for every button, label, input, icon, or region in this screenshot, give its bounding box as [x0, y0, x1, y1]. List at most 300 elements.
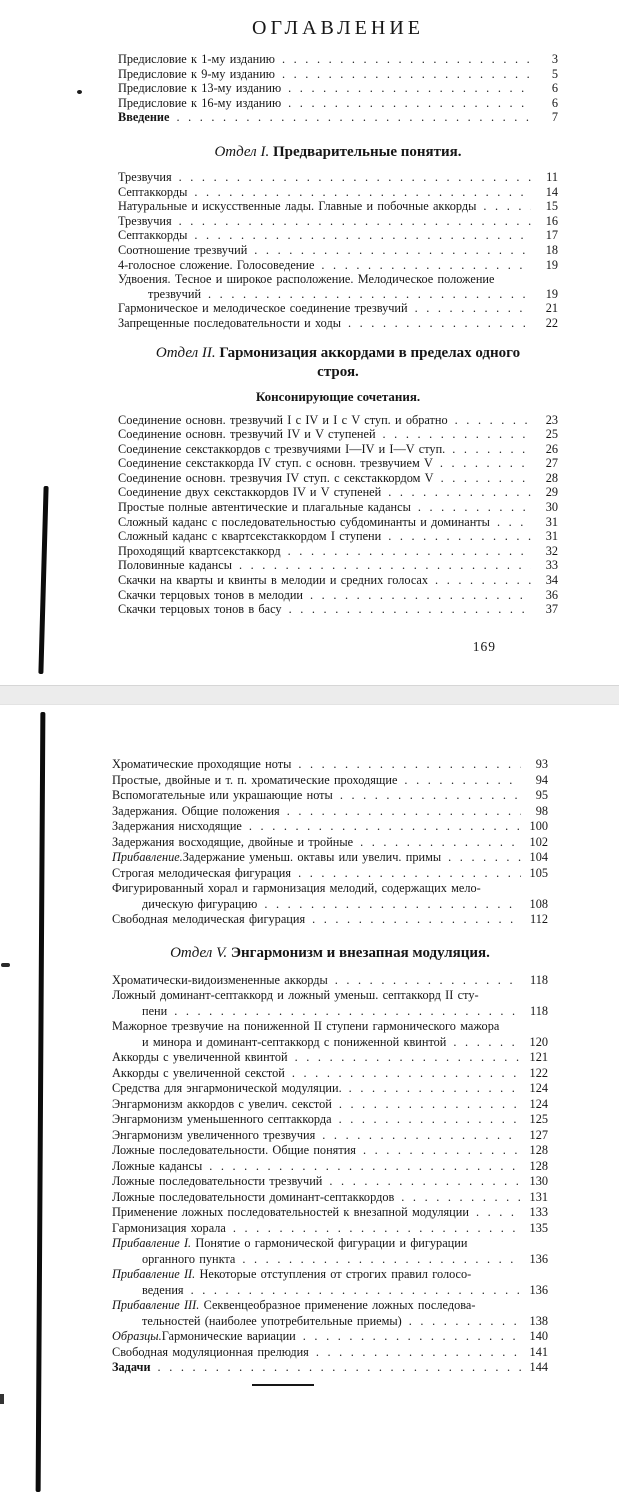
dot-leader	[288, 96, 531, 111]
toc-entry-line	[118, 243, 558, 258]
toc-entry-line	[112, 1205, 548, 1221]
toc-entry-title: Вспомогательные или украшающие ноты	[112, 788, 333, 802]
toc-entry	[112, 773, 548, 789]
toc-page-number: 141	[529, 1344, 548, 1359]
toc-page-number: 27	[545, 456, 558, 471]
toc-page-number: 108	[529, 896, 548, 911]
toc-entry-line	[112, 1143, 548, 1159]
toc-entry	[112, 988, 548, 1019]
toc-page-number: 144	[529, 1360, 548, 1374]
toc-entry-line	[112, 1066, 548, 1082]
toc-entry	[112, 1221, 548, 1237]
toc-entry-line	[112, 1221, 548, 1237]
toc-entry-title: Сложный каданс с квартсекстаккордом I ступени	[118, 529, 382, 544]
toc-entry-italic-label: Прибавление II.	[112, 1267, 200, 1281]
dot-leader	[363, 1143, 521, 1159]
dot-leader	[440, 456, 531, 471]
section-1-number: Отдел I.	[214, 143, 270, 160]
toc-page-number: 100	[529, 819, 548, 833]
toc-entry-line	[112, 1267, 548, 1283]
toc-entry-title: Гармонизация хорала	[112, 1220, 226, 1235]
dot-leader	[295, 1050, 521, 1066]
toc-entry	[118, 427, 558, 442]
toc-entry-line	[112, 788, 548, 804]
toc-entry	[118, 588, 558, 603]
toc-entry-title: Задачи	[112, 1360, 151, 1374]
toc-entry-line	[112, 1329, 548, 1345]
toc-entry-title: Энгармонизм уменьшенного септаккорда	[112, 1112, 332, 1126]
toc-entry-title: Скачки на кварты и квинты в мелодии и средних голосах	[118, 573, 429, 588]
toc-entry-title: Удвоения. Тесное и широкое расположение. Мелодическое положение	[118, 272, 495, 287]
toc-entry-line	[112, 1050, 548, 1066]
toc-entry	[118, 442, 558, 457]
toc-page-number: 122	[529, 1065, 548, 1080]
toc-entry-line	[112, 1345, 548, 1361]
section-2-name: Гармонизация аккордами в пределах одного строя.	[219, 344, 521, 380]
dot-leader	[208, 287, 531, 302]
dot-leader	[455, 413, 531, 428]
toc-entry	[118, 185, 558, 200]
toc-page-number: 33	[545, 558, 558, 573]
toc-entry	[112, 973, 548, 989]
scan-edge-bar-artifact	[38, 486, 48, 674]
toc-entry-title: Септаккорды	[118, 184, 188, 199]
toc-entry-title: Ложные последовательности доминант-септаккордов	[112, 1189, 395, 1204]
dot-leader	[239, 558, 531, 573]
toc-entry-title: Некоторые отступления от строгих правил голосо-	[199, 1267, 472, 1281]
dot-leader	[329, 1174, 521, 1190]
toc-page-number: 130	[529, 1174, 548, 1188]
dot-leader	[298, 866, 521, 882]
toc-entry-line	[118, 110, 558, 125]
toc-entry-title-cont: и минора и доминант-септаккорд с пониженной квинтой	[142, 1034, 447, 1049]
toc-entry-title: Понятие о гармонической фигурации и фигурации	[195, 1236, 468, 1250]
toc-entry-line	[112, 1159, 548, 1175]
toc-entry-title: Предисловие к 1-му изданию	[118, 52, 275, 66]
toc-entry-continuation	[112, 1283, 548, 1299]
toc-entry-line	[112, 1112, 548, 1128]
toc-entry	[112, 819, 548, 835]
section-2-heading	[146, 344, 530, 382]
toc-entry-title: Введение	[118, 110, 170, 125]
toc-page-number: 133	[529, 1205, 548, 1219]
toc-entry-continuation	[112, 1314, 548, 1330]
toc-entry	[112, 835, 548, 851]
toc-page-number: 7	[551, 110, 558, 125]
scan-speck-artifact	[0, 1394, 4, 1404]
toc-entry	[112, 1345, 548, 1361]
toc-page-number: 6	[551, 95, 558, 110]
toc-page-number: 124	[529, 1096, 548, 1111]
dot-leader	[289, 602, 531, 617]
dot-leader	[340, 788, 521, 804]
end-rule	[252, 1384, 314, 1387]
dot-leader	[282, 67, 531, 82]
toc-entry-title-cont: трезвучий	[148, 286, 202, 301]
toc-page-number: 98	[535, 803, 548, 818]
toc-entry-title: Натуральные и искусственные лады. Главные и побочные аккорды	[118, 199, 477, 214]
dot-leader	[176, 110, 531, 125]
toc-entry-title: Соединение основн. трезвучий IV и V ступеней	[118, 427, 376, 442]
toc-entry	[118, 573, 558, 588]
toc-entry	[118, 110, 558, 125]
toc-page-number: 21	[545, 301, 558, 316]
toc-entry-line	[112, 835, 548, 851]
toc-entry	[112, 1066, 548, 1082]
toc-entry-title: Секвенцеобразное применение ложных последова-	[203, 1298, 476, 1312]
toc-entry-title-cont: органного пункта	[142, 1251, 236, 1266]
dot-leader	[174, 1004, 521, 1020]
toc-entry-title: Фигурированный хорал и гармонизация мелодий, содержащих мело-	[112, 881, 481, 895]
toc-entry-title: Свободная мелодическая фигурация	[112, 912, 306, 926]
toc-page-number: 94	[535, 772, 548, 787]
toc-page-number: 104	[529, 850, 548, 864]
toc-page-number: 135	[529, 1220, 548, 1235]
toc-entry-line	[118, 413, 558, 428]
dot-leader	[448, 850, 521, 866]
toc-entry	[118, 529, 558, 544]
toc-entry	[118, 471, 558, 486]
toc-entry	[112, 1019, 548, 1050]
folio-page-number: 169	[472, 638, 496, 654]
dot-leader	[158, 1360, 521, 1376]
toc-entry-italic-label: Образцы.	[112, 1329, 162, 1343]
toc-entry-title: Соединение основн. трезвучий I с IV и I с V ступ. и обратно	[118, 412, 448, 427]
toc-entry-line	[118, 456, 558, 471]
toc-entry-line	[118, 427, 558, 442]
toc-entry-line	[112, 819, 548, 835]
toc-entry-line	[118, 573, 558, 588]
dot-leader	[179, 170, 531, 185]
dot-leader	[388, 529, 531, 544]
toc-page-number: 95	[535, 788, 548, 802]
toc-page-number: 11	[546, 169, 558, 184]
toc-entry-title: Ложные последовательности трезвучий	[112, 1174, 323, 1188]
dot-leader	[233, 1221, 521, 1237]
page-separator	[0, 685, 619, 705]
toc-entry	[112, 1050, 548, 1066]
toc-page-number: 120	[529, 1034, 548, 1049]
dot-leader	[292, 1066, 521, 1082]
toc-entry	[112, 1190, 548, 1206]
toc-entry-title-cont: дическую фигурацию	[142, 896, 258, 911]
toc-entry	[118, 602, 558, 617]
toc-entry-title-cont: тельностей (наиболее употребительные приемы)	[142, 1313, 402, 1328]
dot-leader	[441, 471, 531, 486]
toc-entry-title: Аккорды с увеличенной секстой	[112, 1065, 285, 1080]
toc-entry-title: Септаккорды	[118, 228, 188, 243]
page2-top-list	[112, 757, 548, 928]
toc-entry-title: Соединение секстаккордов с трезвучиями I—IV и I—V ступ.	[118, 441, 446, 456]
section-5-number: Отдел V.	[170, 944, 228, 961]
toc-entry-continuation	[118, 287, 558, 302]
toc-entry-title: Скачки терцовых тонов в мелодии	[118, 587, 304, 602]
toc-entry-line	[112, 1190, 548, 1206]
toc-entry-title: Запрещенные последовательности и ходы	[118, 315, 341, 330]
toc-entry	[112, 1143, 548, 1159]
toc-entry-line	[118, 529, 558, 544]
toc-entry	[118, 515, 558, 530]
toc-entry	[112, 1081, 548, 1097]
toc-entry-title: Скачки терцовых тонов в басу	[118, 602, 282, 617]
toc-entry-continuation	[112, 1252, 548, 1268]
toc-entry-line	[118, 52, 558, 67]
toc-entry-title: Трезвучия	[118, 213, 172, 228]
toc-entry	[118, 558, 558, 573]
toc-entry	[118, 243, 558, 258]
toc-entry-title-cont: пени	[142, 1003, 168, 1018]
toc-page-number: 136	[529, 1251, 548, 1266]
toc-entry-italic-label: Прибавление I.	[112, 1236, 196, 1250]
toc-entry	[118, 199, 558, 214]
toc-page-number: 16	[545, 213, 558, 228]
scan-speck-artifact	[77, 90, 82, 94]
dot-leader	[339, 1097, 521, 1113]
toc-entry	[112, 757, 548, 773]
dot-leader	[194, 228, 531, 243]
toc-page-number: 102	[529, 834, 548, 849]
toc-entry	[118, 52, 558, 67]
dot-leader	[287, 804, 521, 820]
toc-page-number: 15	[545, 199, 558, 214]
section-1-heading	[118, 143, 558, 162]
toc-entry-line	[118, 602, 558, 617]
dot-leader	[179, 214, 531, 229]
toc-entry-title: Половинные кадансы	[118, 558, 232, 573]
toc-page-number: 118	[530, 1003, 548, 1018]
toc-page-number: 30	[545, 500, 558, 515]
toc-entry-line	[118, 471, 558, 486]
dot-leader	[209, 1159, 521, 1175]
toc-entry-line	[118, 228, 558, 243]
dot-leader	[312, 912, 521, 928]
toc-entry	[112, 788, 548, 804]
toc-entry-title: Задержания нисходящие	[112, 819, 242, 833]
toc-entry-title: Соединение двух секстаккордов IV и V ступеней	[118, 485, 382, 500]
toc-entry-title: Хроматически-видоизмененные аккорды	[112, 972, 328, 987]
toc-entry-line	[112, 1081, 548, 1097]
toc-entry-title: Соединение основн. трезвучия IV ступ. с секстаккордом V	[118, 470, 434, 485]
dot-leader	[298, 757, 521, 773]
toc-entry-title: Гармоническое и мелодическое соединение трезвучий	[118, 301, 408, 316]
toc-title: ОГЛАВЛЕНИЕ	[252, 17, 424, 39]
toc-entry	[118, 544, 558, 559]
toc-entry-title: Соединение секстаккорда IV ступ. с основн. трезвучием V	[118, 456, 433, 471]
toc-page-number: 32	[545, 543, 558, 558]
toc-entry	[112, 1112, 548, 1128]
toc-page-number: 22	[545, 315, 558, 330]
toc-page-number: 128	[529, 1143, 548, 1157]
toc-page-number: 125	[529, 1112, 548, 1126]
dot-leader	[409, 1314, 521, 1330]
toc-page-number: 31	[545, 529, 558, 544]
toc-page-number: 34	[545, 573, 558, 588]
toc-entry	[118, 456, 558, 471]
section-5-heading	[112, 944, 548, 963]
dot-leader	[191, 1283, 521, 1299]
toc-entry-title: Простые, двойные и т. п. хроматические проходящие	[112, 772, 398, 787]
page2-content	[112, 705, 548, 1386]
toc-entry-line	[118, 544, 558, 559]
dot-leader	[435, 573, 531, 588]
toc-entry-line	[118, 81, 558, 96]
toc-entry-title: Применение ложных последовательностей к внезапной модуляции	[112, 1205, 469, 1219]
toc-entry-line	[118, 96, 558, 111]
toc-page-number: 37	[545, 602, 558, 617]
toc-entry-line	[112, 1174, 548, 1190]
toc-entry-line	[112, 988, 548, 1004]
toc-entry-line	[118, 301, 558, 316]
toc-entry-line	[112, 1019, 548, 1035]
toc-page-number: 136	[529, 1282, 548, 1297]
toc-entry-italic-label: Прибавление III.	[112, 1298, 204, 1312]
toc-page-number: 18	[545, 242, 558, 257]
toc-entry-title: 4-голосное сложение. Голосоведение	[118, 257, 315, 272]
toc-page-number: 23	[545, 412, 558, 427]
toc-entry-line	[118, 316, 558, 331]
toc-entry-line	[118, 185, 558, 200]
toc-entry	[112, 866, 548, 882]
toc-entry-title: Задержания восходящие, двойные и тройные	[112, 834, 354, 849]
toc-entry-title: Задержания. Общие положения	[112, 803, 280, 818]
toc-entry	[112, 1128, 548, 1144]
toc-entry-italic-label: Прибавление.	[112, 850, 183, 864]
section-2-number: Отдел II.	[155, 344, 216, 361]
toc-page-number: 140	[529, 1329, 548, 1343]
toc-entry-line	[112, 1128, 548, 1144]
toc-entry-line	[112, 881, 548, 897]
section-2-subheading: Консонирующие сочетания.	[255, 388, 421, 404]
toc-entry-title: Предисловие к 9-му изданию	[118, 66, 275, 81]
toc-entry-line	[112, 866, 548, 882]
toc-page-number: 25	[545, 427, 558, 442]
toc-page-number: 17	[545, 228, 558, 243]
dot-leader	[288, 544, 531, 559]
toc-page-number: 28	[545, 470, 558, 485]
front-matter-list	[118, 52, 558, 125]
toc-entry-title-cont: ведения	[142, 1282, 184, 1297]
toc-entry-title: Средства для энгармонической модуляции.	[112, 1081, 342, 1095]
scan-speck-artifact	[1, 963, 10, 967]
toc-page-number: 131	[529, 1189, 548, 1204]
toc-entry	[118, 258, 558, 273]
toc-entry	[118, 67, 558, 82]
dot-leader	[282, 52, 531, 67]
toc-entry-line	[118, 485, 558, 500]
toc-entry	[118, 413, 558, 428]
toc-entry	[112, 912, 548, 928]
dot-leader	[497, 515, 531, 530]
section-1-name: Предварительные понятия.	[272, 143, 462, 160]
toc-entry-line	[112, 773, 548, 789]
toc-entry-line	[118, 442, 558, 457]
section-2-list	[118, 413, 558, 617]
toc-entry-title: Энгармонизм увеличенного трезвучия	[112, 1127, 316, 1142]
toc-entry-title: Предисловие к 16-му изданию	[118, 95, 282, 110]
toc-entry-line	[112, 912, 548, 928]
section-5-list	[112, 973, 548, 1376]
toc-entry-continuation	[112, 897, 548, 913]
scan-edge-bar-artifact	[36, 712, 46, 1492]
toc-page-number: 6	[551, 81, 558, 96]
toc-entry-title: Ложный доминант-септаккорд и ложный уменьш. септаккорд II сту-	[112, 988, 479, 1002]
toc-entry-title: Мажорное трезвучие на пониженной II ступени гармонического мажора	[112, 1019, 500, 1033]
toc-entry-title: Сложный каданс с последовательностью субдоминанты и доминанты	[118, 514, 490, 529]
toc-entry-title: Гармонические вариации	[161, 1329, 296, 1343]
toc-entry	[112, 804, 548, 820]
toc-entry	[118, 500, 558, 515]
dot-leader	[452, 442, 531, 457]
toc-entry-title: Строгая мелодическая фигурация	[112, 865, 292, 880]
toc-page-number: 138	[529, 1313, 548, 1328]
toc-entry-line	[112, 1298, 548, 1314]
page1-content	[118, 0, 558, 655]
toc-entry	[112, 1298, 548, 1329]
toc-entry	[118, 272, 558, 301]
toc-entry-line	[112, 757, 548, 773]
toc-entry-title: Соотношение трезвучий	[118, 242, 248, 257]
toc-entry	[118, 485, 558, 500]
toc-entry-line	[118, 588, 558, 603]
dot-leader	[242, 1252, 521, 1268]
toc-entry-line	[118, 258, 558, 273]
toc-entry-title: Задержание уменьш. октавы или увелич. примы	[182, 850, 442, 864]
toc-page-number: 29	[545, 485, 558, 500]
toc-entry-line	[112, 804, 548, 820]
dot-leader	[388, 485, 531, 500]
toc-entry	[112, 881, 548, 912]
section-1-list	[118, 170, 558, 331]
toc-page-number: 124	[529, 1081, 548, 1095]
toc-entry-line	[112, 1097, 548, 1113]
toc-entry-title: Проходящий квартсекстаккорд	[118, 543, 281, 558]
toc-entry	[112, 1097, 548, 1113]
toc-page-number: 127	[529, 1127, 548, 1142]
toc-entry	[112, 1174, 548, 1190]
dot-leader	[321, 258, 531, 273]
dot-leader	[348, 316, 531, 331]
toc-entry	[112, 1205, 548, 1221]
toc-entry	[118, 96, 558, 111]
toc-entry-continuation	[112, 1004, 548, 1020]
dot-leader	[194, 185, 531, 200]
toc-entry-title: Предисловие к 13-му изданию	[118, 81, 282, 96]
toc-page-number: 14	[545, 184, 558, 199]
toc-page-number: 112	[530, 912, 548, 926]
toc-entry	[118, 301, 558, 316]
toc-entry-title: Ложные кадансы	[112, 1158, 203, 1173]
dot-leader	[310, 588, 531, 603]
dot-leader	[483, 199, 531, 214]
dot-leader	[249, 819, 521, 835]
dot-leader	[453, 1035, 521, 1051]
toc-entry-line	[118, 515, 558, 530]
toc-entry-line	[118, 67, 558, 82]
dot-leader	[401, 1190, 521, 1206]
toc-entry	[112, 1236, 548, 1267]
dot-leader	[322, 1128, 521, 1144]
toc-entry	[118, 316, 558, 331]
dot-leader	[316, 1345, 521, 1361]
toc-page-number: 93	[535, 757, 548, 771]
toc-page-number: 128	[529, 1158, 548, 1173]
toc-entry-line	[118, 214, 558, 229]
toc-page-number: 3	[551, 52, 558, 66]
dot-leader	[254, 243, 531, 258]
toc-entry-title: Трезвучия	[118, 169, 172, 184]
toc-entry	[112, 1159, 548, 1175]
toc-entry-line	[112, 1236, 548, 1252]
